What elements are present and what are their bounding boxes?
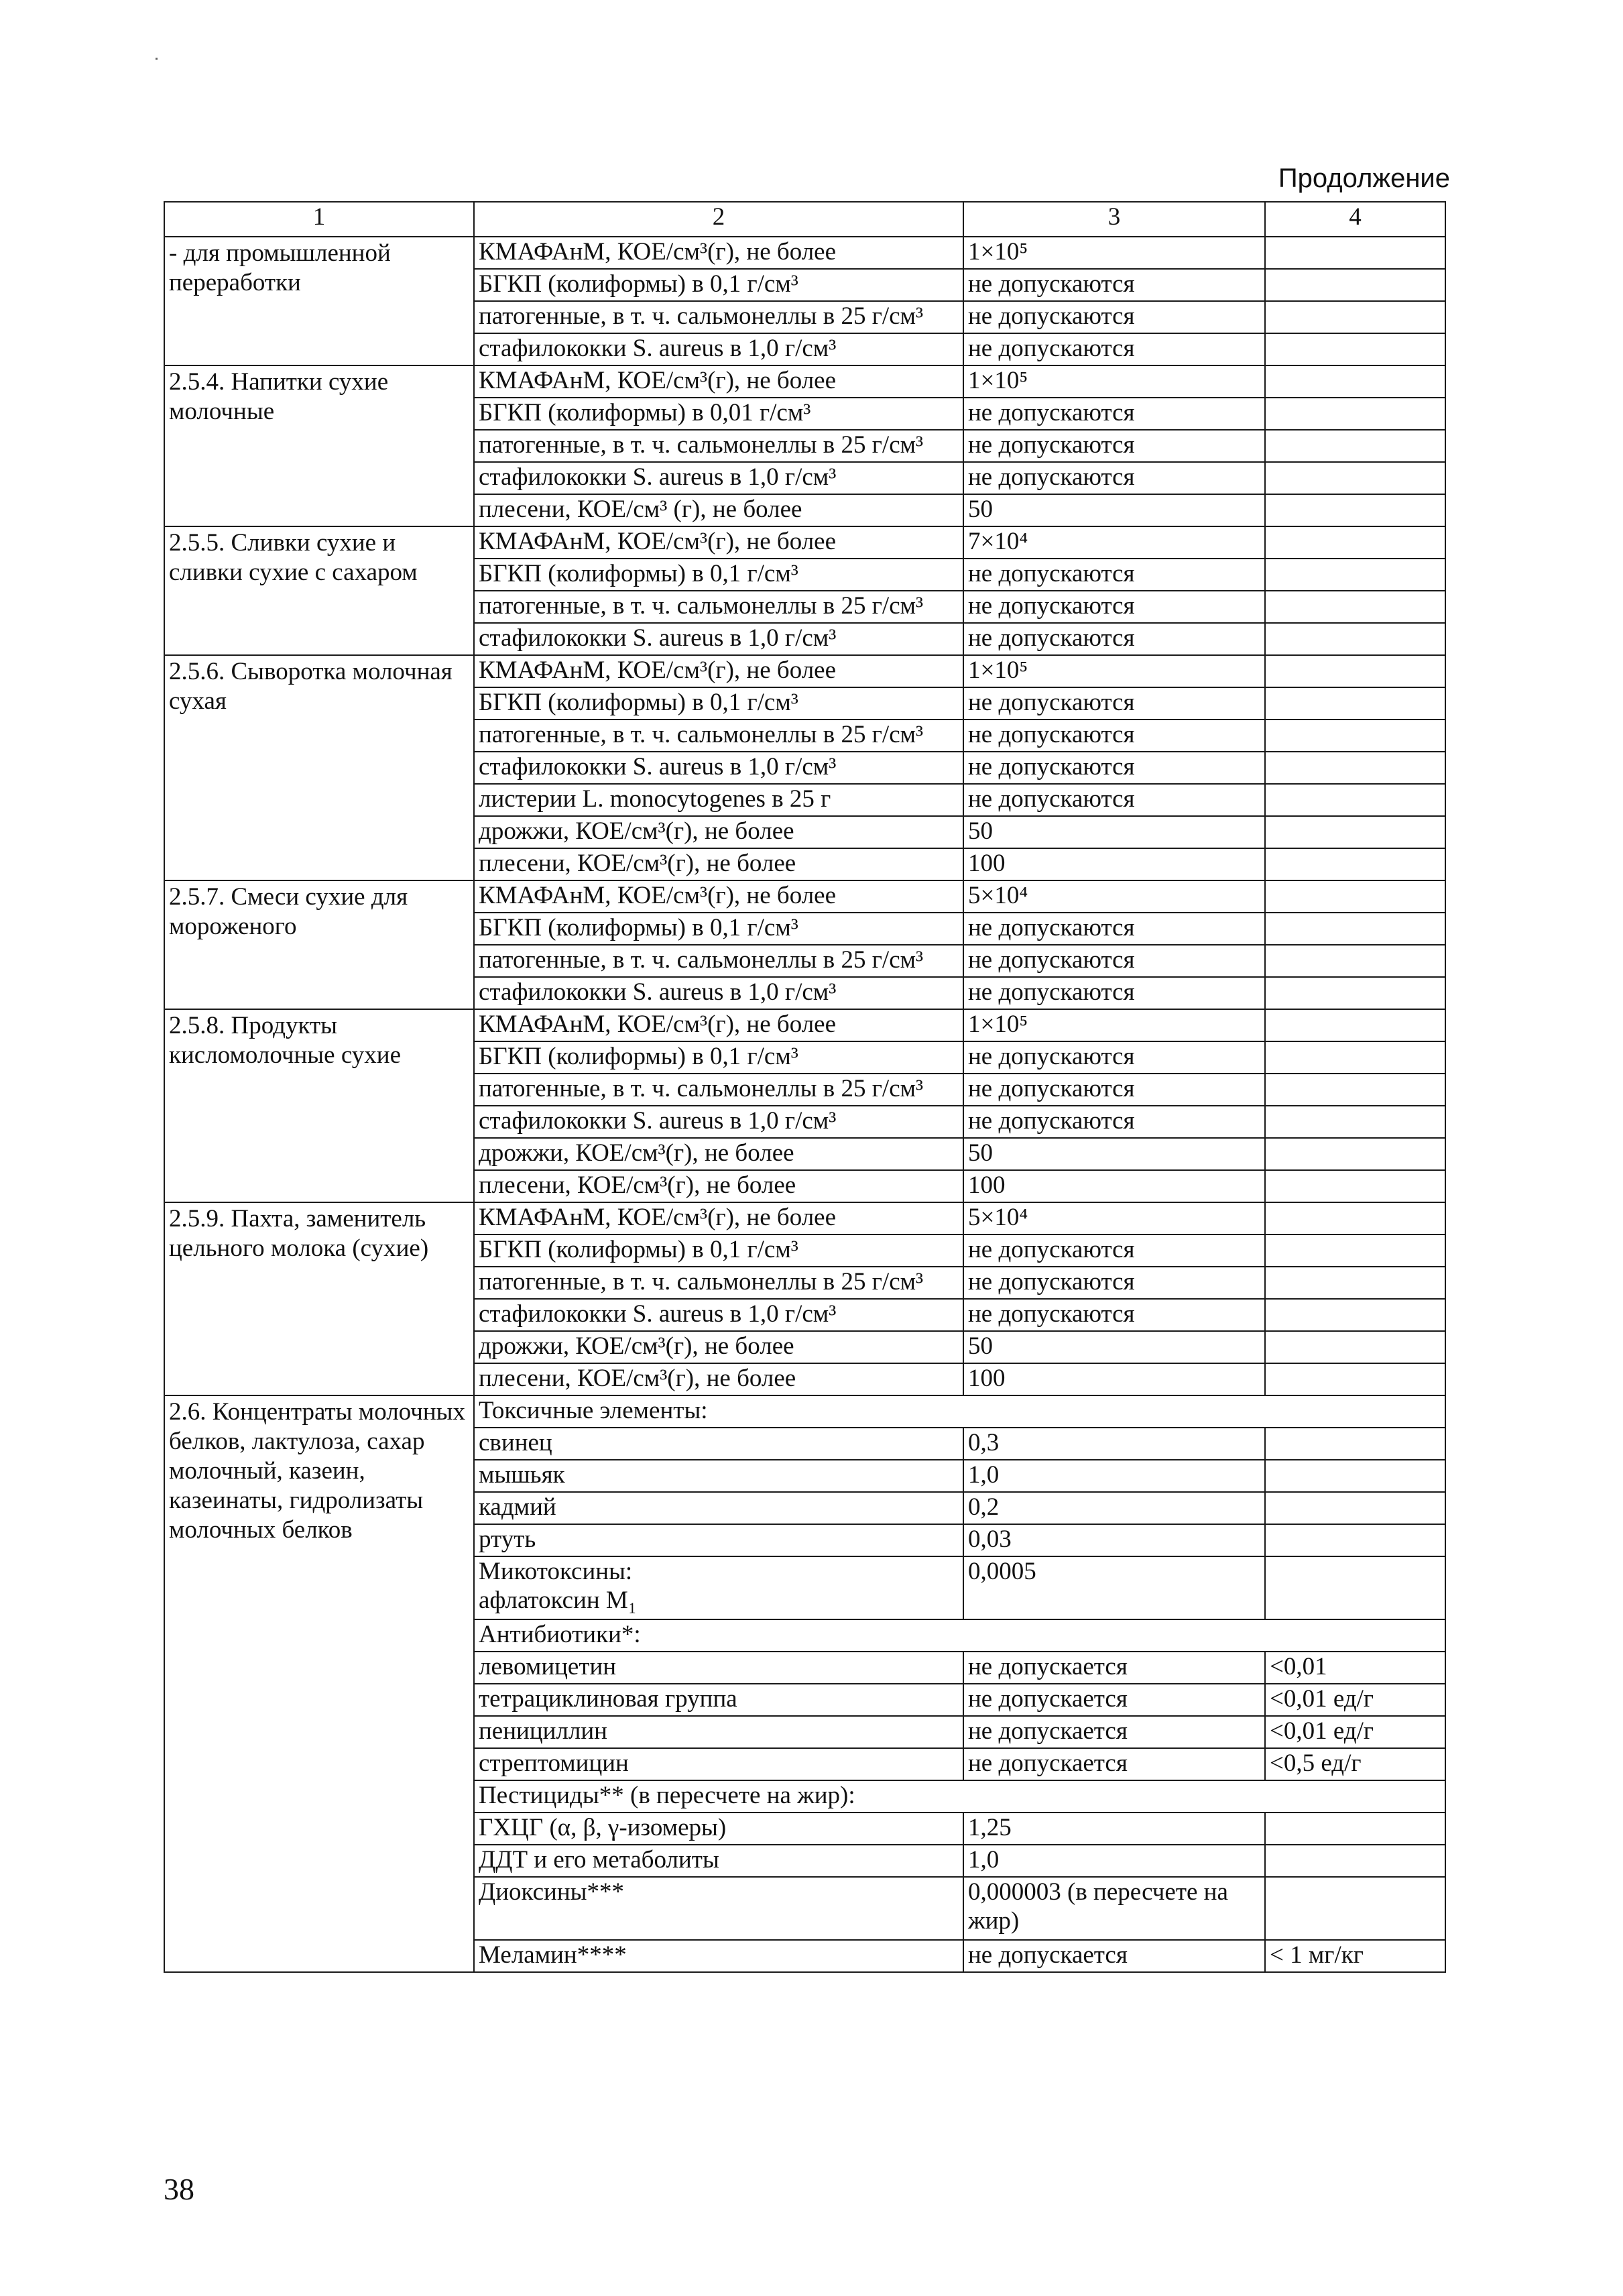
indicator-cell: стафилококки S. aureus в 1,0 г/см³ — [474, 462, 963, 494]
product-name-cell: 2.6. Концентраты молочных белков, лактулоза, сахар молочный, казеин, казеинаты, гидролизаты молочных белков — [164, 1395, 474, 1972]
norm-cell: 0,3 — [963, 1428, 1265, 1460]
note-cell: <0,01 ед/г — [1265, 1716, 1445, 1748]
note-cell — [1265, 1428, 1445, 1460]
note-cell — [1265, 1331, 1445, 1363]
norm-cell: не допускаются — [963, 430, 1265, 462]
indicator-cell: патогенные, в т. ч. сальмонеллы в 25 г/см³ — [474, 945, 963, 977]
note-cell — [1265, 398, 1445, 430]
table-body — [164, 202, 1445, 1972]
note-cell — [1265, 559, 1445, 591]
indicator-cell: Диоксины*** — [474, 1877, 963, 1940]
norm-cell: 1×10⁵ — [963, 655, 1265, 687]
norm-cell: не допускаются — [963, 687, 1265, 720]
indicator-cell: Микотоксины: афлатоксин M₁ — [474, 1556, 963, 1619]
norm-cell: 1,25 — [963, 1813, 1265, 1845]
indicator-cell: КМАФАнМ, КОЕ/см³(г), не более — [474, 880, 963, 913]
indicator-cell: БГКП (колиформы) в 0,1 г/см³ — [474, 559, 963, 591]
product-name-cell: 2.5.5. Сливки сухие и сливки сухие с сахаром — [164, 526, 474, 655]
note-cell — [1265, 1202, 1445, 1235]
note-cell — [1265, 1877, 1445, 1940]
norm-cell: 1×10⁵ — [963, 1009, 1265, 1041]
norm-cell: 0,03 — [963, 1524, 1265, 1556]
note-cell — [1265, 1041, 1445, 1074]
header-col-1: 1 — [164, 202, 474, 237]
note-cell — [1265, 655, 1445, 687]
indicator-cell: КМАФАнМ, КОЕ/см³(г), не более — [474, 655, 963, 687]
table-row — [164, 526, 1445, 559]
table-row — [164, 1202, 1445, 1235]
note-cell — [1265, 365, 1445, 398]
norm-cell: не допускаются — [963, 913, 1265, 945]
note-cell — [1265, 848, 1445, 880]
indicator-cell: стафилококки S. aureus в 1,0 г/см³ — [474, 1299, 963, 1331]
note-cell — [1265, 623, 1445, 655]
note-cell — [1265, 269, 1445, 301]
note-cell — [1265, 752, 1445, 784]
note-cell — [1265, 494, 1445, 526]
norm-cell: не допускается — [963, 1748, 1265, 1780]
section-heading-cell: Антибиотики*: — [474, 1619, 1445, 1652]
norm-cell: не допускаются — [963, 752, 1265, 784]
note-cell — [1265, 880, 1445, 913]
norm-cell: не допускаются — [963, 945, 1265, 977]
note-cell — [1265, 1363, 1445, 1395]
norm-cell: не допускаются — [963, 784, 1265, 816]
indicator-cell: патогенные, в т. ч. сальмонеллы в 25 г/см³ — [474, 1267, 963, 1299]
note-cell — [1265, 1074, 1445, 1106]
indicator-cell: левомицетин — [474, 1652, 963, 1684]
note-cell — [1265, 526, 1445, 559]
indicator-cell: ДДТ и его метаболиты — [474, 1845, 963, 1877]
indicator-cell: стрептомицин — [474, 1748, 963, 1780]
table-row — [164, 365, 1445, 398]
indicator-cell: плесени, КОЕ/см³(г), не более — [474, 848, 963, 880]
norm-cell: не допускаются — [963, 977, 1265, 1009]
note-cell — [1265, 913, 1445, 945]
indicator-cell: дрожжи, КОЕ/см³(г), не более — [474, 1138, 963, 1170]
indicator-cell: стафилококки S. aureus в 1,0 г/см³ — [474, 977, 963, 1009]
section-heading-cell: Пестициды** (в пересчете на жир): — [474, 1780, 1445, 1813]
indicator-cell: ГХЦГ (α, β, γ-изомеры) — [474, 1813, 963, 1845]
note-cell — [1265, 430, 1445, 462]
product-name-cell: - для промышленной переработки — [164, 237, 474, 365]
note-cell — [1265, 237, 1445, 269]
norm-cell: не допускается — [963, 1716, 1265, 1748]
norm-cell: не допускаются — [963, 623, 1265, 655]
product-name-cell: 2.5.4. Напитки сухие молочные — [164, 365, 474, 526]
indicator-cell: патогенные, в т. ч. сальмонеллы в 25 г/см³ — [474, 1074, 963, 1106]
table-row — [164, 1009, 1445, 1041]
indicator-cell: КМАФАнМ, КОЕ/см³(г), не более — [474, 365, 963, 398]
continuation-label: Продолжение — [1278, 164, 1450, 193]
page-number: 38 — [164, 2172, 194, 2206]
note-cell — [1265, 1138, 1445, 1170]
norm-cell: 0,0005 — [963, 1556, 1265, 1619]
indicator-cell: БГКП (колиформы) в 0,1 г/см³ — [474, 269, 963, 301]
norm-cell: не допускаются — [963, 559, 1265, 591]
note-cell — [1265, 1106, 1445, 1138]
indicator-cell: КМАФАнМ, КОЕ/см³(г), не более — [474, 237, 963, 269]
indicator-cell: тетрациклиновая группа — [474, 1684, 963, 1716]
note-cell — [1265, 784, 1445, 816]
indicator-cell: листерии L. monocytogenes в 25 г — [474, 784, 963, 816]
product-name-cell: 2.5.6. Сыворотка молочная сухая — [164, 655, 474, 880]
table-row — [164, 655, 1445, 687]
norm-cell: не допускаются — [963, 1235, 1265, 1267]
norm-cell: 50 — [963, 1138, 1265, 1170]
indicator-cell: стафилококки S. aureus в 1,0 г/см³ — [474, 1106, 963, 1138]
norm-cell: не допускается — [963, 1652, 1265, 1684]
note-cell: <0,5 ед/г — [1265, 1748, 1445, 1780]
note-cell — [1265, 1492, 1445, 1524]
norm-cell: не допускаются — [963, 269, 1265, 301]
norm-cell: не допускаются — [963, 398, 1265, 430]
note-cell: < 1 мг/кг — [1265, 1940, 1445, 1972]
indicator-cell: КМАФАнМ, КОЕ/см³(г), не более — [474, 526, 963, 559]
note-cell — [1265, 945, 1445, 977]
note-cell — [1265, 687, 1445, 720]
header-col-2: 2 — [474, 202, 963, 237]
indicator-cell: дрожжи, КОЕ/см³(г), не более — [474, 1331, 963, 1363]
norm-cell: не допускаются — [963, 591, 1265, 623]
norm-cell: 100 — [963, 848, 1265, 880]
indicator-cell: кадмий — [474, 1492, 963, 1524]
norm-cell: 100 — [963, 1363, 1265, 1395]
indicator-cell: плесени, КОЕ/см³(г), не более — [474, 1170, 963, 1202]
norm-cell: не допускаются — [963, 333, 1265, 365]
note-cell — [1265, 1267, 1445, 1299]
product-name-cell: 2.5.9. Пахта, заменитель цельного молока (сухие) — [164, 1202, 474, 1395]
indicator-cell: свинец — [474, 1428, 963, 1460]
norm-cell: 50 — [963, 816, 1265, 848]
norm-cell: 50 — [963, 1331, 1265, 1363]
indicator-cell: БГКП (колиформы) в 0,1 г/см³ — [474, 1235, 963, 1267]
indicator-cell: стафилококки S. aureus в 1,0 г/см³ — [474, 752, 963, 784]
note-cell: <0,01 — [1265, 1652, 1445, 1684]
note-cell — [1265, 333, 1445, 365]
indicator-cell: БГКП (колиформы) в 0,1 г/см³ — [474, 1041, 963, 1074]
header-col-4: 4 — [1265, 202, 1445, 237]
note-cell — [1265, 1299, 1445, 1331]
note-cell — [1265, 462, 1445, 494]
note-cell — [1265, 591, 1445, 623]
product-name-cell: 2.5.8. Продукты кисломолочные сухие — [164, 1009, 474, 1202]
norm-cell: не допускаются — [963, 1074, 1265, 1106]
indicator-cell: БГКП (колиформы) в 0,01 г/см³ — [474, 398, 963, 430]
note-cell — [1265, 1524, 1445, 1556]
norm-cell: 0,000003 (в пересчете на жир) — [963, 1877, 1265, 1940]
norm-cell: 1,0 — [963, 1460, 1265, 1492]
norm-cell: 0,2 — [963, 1492, 1265, 1524]
table-row — [164, 237, 1445, 269]
standards-table — [164, 201, 1446, 1973]
indicator-cell: БГКП (колиформы) в 0,1 г/см³ — [474, 687, 963, 720]
note-cell — [1265, 720, 1445, 752]
norm-cell: не допускаются — [963, 1106, 1265, 1138]
norm-cell: не допускаются — [963, 1299, 1265, 1331]
header-col-3: 3 — [963, 202, 1265, 237]
note-cell — [1265, 1009, 1445, 1041]
indicator-cell: дрожжи, КОЕ/см³(г), не более — [474, 816, 963, 848]
indicator-cell: плесени, КОЕ/см³ (г), не более — [474, 494, 963, 526]
norm-cell: 5×10⁴ — [963, 1202, 1265, 1235]
indicator-cell: пенициллин — [474, 1716, 963, 1748]
indicator-cell: БГКП (колиформы) в 0,1 г/см³ — [474, 913, 963, 945]
header-row — [164, 202, 1445, 237]
norm-cell: не допускаются — [963, 1041, 1265, 1074]
note-cell — [1265, 1460, 1445, 1492]
indicator-cell: КМАФАнМ, КОЕ/см³(г), не более — [474, 1009, 963, 1041]
indicator-cell: ртуть — [474, 1524, 963, 1556]
indicator-cell: стафилококки S. aureus в 1,0 г/см³ — [474, 623, 963, 655]
norm-cell: не допускаются — [963, 1267, 1265, 1299]
note-cell — [1265, 1813, 1445, 1845]
scan-speck — [156, 58, 158, 60]
table-row — [164, 1395, 1445, 1428]
note-cell — [1265, 1170, 1445, 1202]
product-name-cell: 2.5.7. Смеси сухие для мороженого — [164, 880, 474, 1009]
note-cell — [1265, 1556, 1445, 1619]
indicator-cell: стафилококки S. aureus в 1,0 г/см³ — [474, 333, 963, 365]
norm-cell: не допускаются — [963, 720, 1265, 752]
indicator-cell: Меламин**** — [474, 1940, 963, 1972]
norm-cell: не допускаются — [963, 462, 1265, 494]
norm-cell: 7×10⁴ — [963, 526, 1265, 559]
norm-cell: не допускается — [963, 1684, 1265, 1716]
indicator-cell: патогенные, в т. ч. сальмонеллы в 25 г/см³ — [474, 430, 963, 462]
norm-cell: 1×10⁵ — [963, 365, 1265, 398]
indicator-cell: патогенные, в т. ч. сальмонеллы в 25 г/см³ — [474, 720, 963, 752]
note-cell: <0,01 ед/г — [1265, 1684, 1445, 1716]
note-cell — [1265, 1235, 1445, 1267]
note-cell — [1265, 977, 1445, 1009]
norm-cell: 100 — [963, 1170, 1265, 1202]
norm-cell: не допускается — [963, 1940, 1265, 1972]
note-cell — [1265, 301, 1445, 333]
table-row — [164, 880, 1445, 913]
indicator-cell: КМАФАнМ, КОЕ/см³(г), не более — [474, 1202, 963, 1235]
indicator-cell: мышьяк — [474, 1460, 963, 1492]
norm-cell: не допускаются — [963, 301, 1265, 333]
note-cell — [1265, 816, 1445, 848]
indicator-cell: плесени, КОЕ/см³(г), не более — [474, 1363, 963, 1395]
norm-cell: 1,0 — [963, 1845, 1265, 1877]
note-cell — [1265, 1845, 1445, 1877]
indicator-cell: патогенные, в т. ч. сальмонеллы в 25 г/см³ — [474, 591, 963, 623]
indicator-cell: патогенные, в т. ч. сальмонеллы в 25 г/см³ — [474, 301, 963, 333]
section-heading-cell: Токсичные элементы: — [474, 1395, 1445, 1428]
norm-cell: 50 — [963, 494, 1265, 526]
norm-cell: 5×10⁴ — [963, 880, 1265, 913]
norm-cell: 1×10⁵ — [963, 237, 1265, 269]
